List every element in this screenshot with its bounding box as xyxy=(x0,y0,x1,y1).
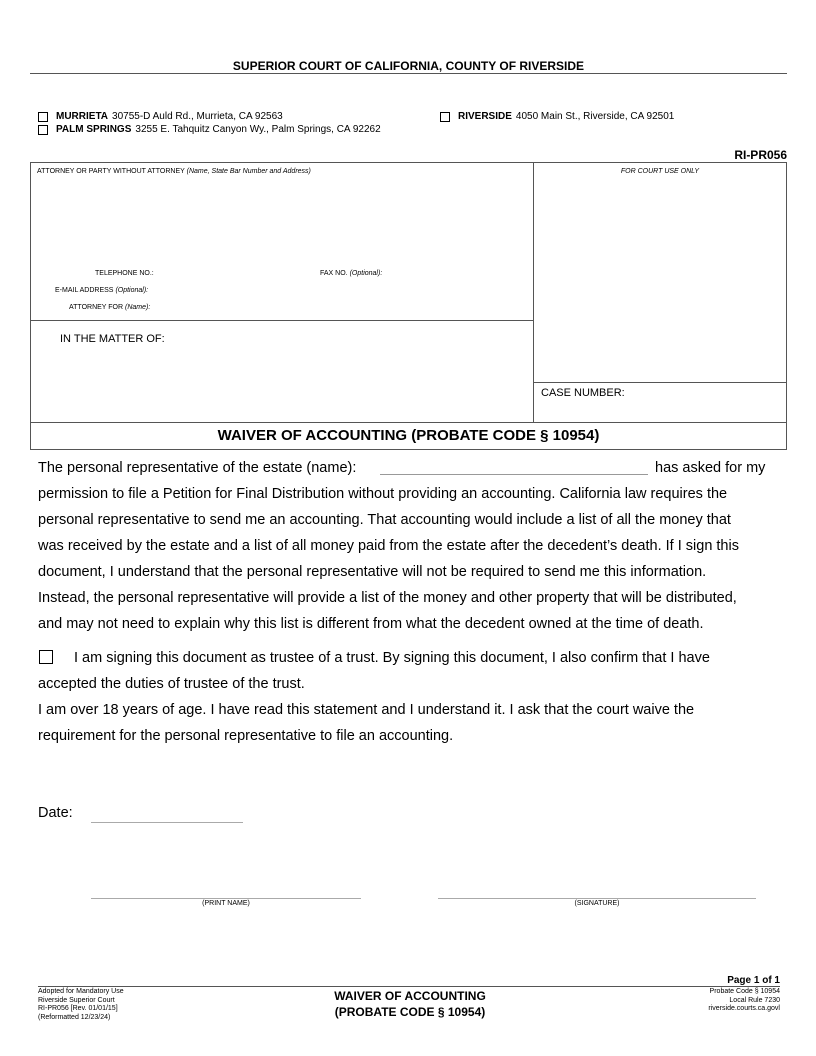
trustee-line: accepted the duties of trustee of the trust. xyxy=(38,676,305,692)
print-name-label: (PRINT NAME) xyxy=(202,900,250,907)
location-murrieta[interactable] xyxy=(38,111,283,122)
location-address: 4050 Main St., Riverside, CA 92501 xyxy=(515,111,675,122)
telephone-label: TELEPHONE NO.: xyxy=(95,270,154,277)
footer-right: Probate Code § 10954 Local Rule 7230 riverside.courts.ca.govl xyxy=(708,988,780,1012)
header-divider xyxy=(30,73,787,74)
matter-label: IN THE MATTER OF: xyxy=(60,333,165,345)
location-name: PALM SPRINGS xyxy=(56,124,132,135)
location-address: 3255 E. Tahquitz Canyon Wy., Palm Springs, CA 92262 xyxy=(135,124,381,135)
asked-text: has asked for my xyxy=(655,460,766,476)
body-line: personal representative to send me an accounting. That accounting would include a list of all the money that xyxy=(38,512,731,528)
trustee-line: I am signing this document as trustee of a trust. By signing this document, I also confirm that I have xyxy=(74,650,710,666)
body-line: document, I understand that the personal representative will not be required to send me this information. xyxy=(38,564,707,580)
footer-divider xyxy=(38,986,780,987)
signature-line[interactable] xyxy=(438,898,756,899)
representative-label: The personal representative of the estate (name): xyxy=(38,460,357,476)
murrieta-checkbox[interactable] xyxy=(38,112,48,122)
age-line: requirement for the personal representative to file an accounting. xyxy=(38,728,454,744)
email-label: E-MAIL ADDRESS (Optional): xyxy=(55,287,149,294)
court-use-box xyxy=(533,162,787,383)
print-name-line[interactable] xyxy=(91,898,361,899)
location-address: 30755-D Auld Rd., Murrieta, CA 92563 xyxy=(112,111,283,122)
body-paragraph xyxy=(38,455,778,637)
form-title: WAIVER OF ACCOUNTING (PROBATE CODE § 10954) xyxy=(30,422,787,450)
fax-label: FAX NO. (Optional): xyxy=(320,270,383,277)
riverside-checkbox[interactable] xyxy=(440,112,450,122)
form-id: RI-PR056 xyxy=(734,148,787,162)
case-number-label: CASE NUMBER: xyxy=(541,387,625,399)
body-line: was received by the estate and a list of all money paid from the estate after the decedent’s death. If I sign this xyxy=(38,538,739,554)
date-label: Date: xyxy=(38,805,73,821)
attorney-label: ATTORNEY OR PARTY WITHOUT ATTORNEY (Name, State Bar Number and Address) xyxy=(37,168,311,175)
body-line: Instead, the personal representative will provide a list of the money and other property that will be distributed, xyxy=(38,590,737,606)
body-line: permission to file a Petition for Final Distribution without providing an accounting. California law requires the xyxy=(38,486,728,502)
body-line: and may not need to explain why this list is different from what the decedent owned at the time of death. xyxy=(38,616,704,632)
location-palm-springs[interactable] xyxy=(38,124,381,135)
palm-springs-checkbox[interactable] xyxy=(38,125,48,135)
date-line[interactable] xyxy=(91,822,243,823)
location-name: RIVERSIDE xyxy=(458,111,512,122)
page-number: Page 1 of 1 xyxy=(727,975,780,986)
trustee-paragraph xyxy=(38,645,778,749)
age-line: I am over 18 years of age. I have read this statement and I understand it. I ask that the court waive the xyxy=(38,702,695,718)
footer-title: WAIVER OF ACCOUNTING (PROBATE CODE § 10954) xyxy=(334,989,486,1019)
attorney-box[interactable] xyxy=(30,162,534,321)
representative-name-line[interactable] xyxy=(380,474,648,475)
court-title: SUPERIOR COURT OF CALIFORNIA, COUNTY OF RIVERSIDE xyxy=(232,59,585,73)
trustee-checkbox[interactable] xyxy=(39,650,53,664)
location-riverside[interactable] xyxy=(440,111,674,122)
court-use-label: FOR COURT USE ONLY xyxy=(620,168,700,175)
signature-label: (SIGNATURE) xyxy=(574,900,620,907)
attorney-for-label: ATTORNEY FOR (Name): xyxy=(69,304,151,311)
footer-left: Adopted for Mandatory Use Riverside Superior Court RI-PR056 [Rev. 01/01/15] (Reformatted 12/23/24) xyxy=(38,988,124,1021)
location-name: MURRIETA xyxy=(56,111,109,122)
